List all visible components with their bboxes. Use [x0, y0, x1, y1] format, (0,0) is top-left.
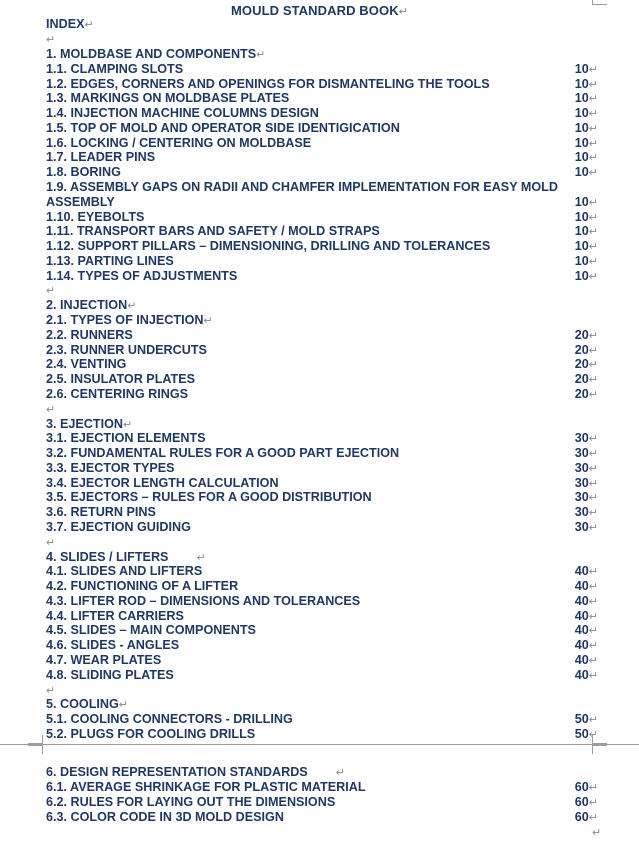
- toc-page-number: 30↵: [574, 519, 598, 534]
- toc-entry-title: 1.14. TYPES OF ADJUSTMENTS: [46, 268, 238, 283]
- toc-page-number: 40↵: [574, 652, 598, 667]
- toc-entry-title: 5.1. COOLING CONNECTORS - DRILLING: [46, 712, 293, 727]
- paragraph-mark: ↵: [588, 211, 598, 224]
- paragraph-mark: ↵: [588, 374, 598, 387]
- toc-page-number: 40↵: [574, 593, 598, 608]
- toc-entry-title: 1.12. SUPPORT PILLARS – DIMENSIONING, DRILLING AND TOLERANCES: [46, 239, 491, 254]
- toc-page-number: 10↵: [574, 106, 598, 121]
- paragraph-mark: ↵: [588, 610, 598, 623]
- paragraph-mark: ↵: [588, 448, 598, 461]
- toc-entry[interactable]: [46, 372, 598, 387]
- toc-section-heading[interactable]: [46, 47, 598, 62]
- paragraph-mark: ↵: [588, 93, 598, 106]
- paragraph-mark: ↵: [588, 654, 598, 667]
- toc-entry[interactable]: [46, 328, 598, 343]
- paragraph-mark: ↵: [588, 108, 598, 121]
- paragraph-mark: ↵: [122, 418, 133, 431]
- paragraph-mark: ↵: [588, 581, 598, 594]
- toc-entry-title: 6. DESIGN REPRESENTATION STANDARDS: [46, 765, 308, 779]
- toc-entry-title: 3.5. EJECTORS – RULES FOR A GOOD DISTRIBUTION: [46, 490, 372, 505]
- toc-page-number: 30↵: [574, 446, 598, 461]
- paragraph-mark: ↵: [256, 49, 266, 61]
- toc-entry-title: ASSEMBLY: [46, 194, 115, 209]
- toc-entry[interactable]: [46, 150, 598, 165]
- paragraph-mark: ↵: [588, 566, 598, 579]
- toc-page-number: 40↵: [574, 638, 598, 653]
- toc-entry[interactable]: [46, 810, 598, 825]
- paragraph-mark: ↵: [588, 669, 598, 682]
- toc-page-number: 20↵: [574, 357, 598, 372]
- paragraph-mark: ↵: [592, 827, 602, 839]
- toc-page-number: 60↵: [574, 810, 598, 824]
- toc-entry[interactable]: [46, 136, 598, 151]
- toc-page-number: 50↵: [574, 712, 598, 727]
- paragraph-mark: ↵: [588, 433, 598, 446]
- toc-page-number: 20↵: [574, 386, 598, 401]
- toc-entry[interactable]: [46, 62, 598, 77]
- toc-page-number: 60↵: [574, 780, 598, 794]
- paragraph-mark: ↵: [46, 536, 56, 549]
- paragraph-mark: ↵: [588, 122, 598, 135]
- paragraph-mark: ↵: [398, 6, 409, 18]
- toc-page-number: 50↵: [574, 726, 598, 741]
- toc-entry[interactable]: [46, 780, 598, 795]
- blank-line: [46, 402, 598, 417]
- toc-entry[interactable]: [46, 431, 598, 446]
- document-title-text: MOULD STANDARD BOOK: [230, 3, 399, 18]
- toc-entry-title: 2.5. INSULATOR PLATES: [46, 372, 196, 387]
- paragraph-mark: ↵: [46, 403, 56, 416]
- toc-entry-title: 1.9. ASSEMBLY GAPS ON RADII AND CHAMFER IMPLEMENTATION FOR EASY MOLD: [46, 180, 558, 195]
- toc-entry-title: 1.1. CLAMPING SLOTS: [46, 61, 184, 76]
- toc-entry-title: 2.4. VENTING: [46, 357, 127, 372]
- toc-entry[interactable]: [46, 520, 598, 535]
- toc-page-number: 10↵: [574, 194, 598, 209]
- toc-entry-title: 4.5. SLIDES – MAIN COMPONENTS: [46, 623, 256, 638]
- toc-entry-title: 5.2. PLUGS FOR COOLING DRILLS: [46, 726, 256, 741]
- toc-entry-title: 3.3. EJECTOR TYPES: [46, 460, 175, 475]
- margin-corner-mark: [592, 745, 607, 754]
- toc-entry[interactable]: [46, 106, 598, 121]
- toc-entry[interactable]: [46, 476, 598, 491]
- toc-page-number: 30↵: [574, 505, 598, 520]
- toc-entry[interactable]: [46, 77, 598, 92]
- toc-entry[interactable]: [46, 239, 598, 254]
- paragraph-mark: ↵: [588, 625, 598, 638]
- toc-entry-title: 1.10. EYEBOLTS: [46, 209, 145, 224]
- paragraph-mark: ↵: [588, 241, 598, 254]
- toc-entry[interactable]: [46, 254, 598, 269]
- toc-page-number: 30↵: [574, 431, 598, 446]
- toc-entry-title: 1.13. PARTING LINES: [46, 253, 174, 268]
- toc-section-heading[interactable]: [46, 417, 598, 432]
- toc-entry[interactable]: [46, 727, 598, 742]
- paragraph-mark: ↵: [588, 714, 598, 727]
- index-heading: [46, 17, 598, 32]
- blank-line: [46, 825, 602, 840]
- toc-entry[interactable]: [46, 343, 598, 358]
- margin-corner-mark: [28, 745, 43, 754]
- toc-page-number: 10↵: [574, 135, 598, 150]
- toc-section-heading[interactable]: [46, 298, 598, 313]
- toc-entry[interactable]: [46, 269, 598, 284]
- toc-entry[interactable]: [46, 313, 598, 328]
- toc-entry[interactable]: [46, 609, 598, 624]
- toc-entry-title: 3.4. EJECTOR LENGTH CALCULATION: [46, 475, 279, 490]
- page-break-line: [0, 744, 639, 745]
- toc-page-number: 10↵: [574, 224, 598, 239]
- toc-entry-title: 3. EJECTION: [46, 416, 123, 431]
- paragraph-mark: ↵: [588, 270, 598, 283]
- toc-entry-title: 4.8. SLIDING PLATES: [46, 667, 174, 682]
- toc-page-number: 10↵: [574, 150, 598, 165]
- toc-page-number: 40↵: [574, 667, 598, 682]
- toc-entry[interactable]: [46, 180, 598, 195]
- paragraph-mark: ↵: [588, 782, 598, 794]
- paragraph-mark: ↵: [46, 684, 56, 697]
- paragraph-mark: ↵: [588, 477, 598, 490]
- paragraph-mark: ↵: [588, 63, 598, 76]
- toc-entry[interactable]: [46, 712, 598, 727]
- toc-entry-title: 2.3. RUNNER UNDERCUTS: [46, 342, 207, 357]
- toc-entry-title: 4.7. WEAR PLATES: [46, 652, 162, 667]
- toc-entry-title: 2.2. RUNNERS: [46, 327, 133, 342]
- paragraph-mark: ↵: [588, 521, 598, 534]
- paragraph-mark: ↵: [588, 329, 598, 342]
- toc-page-number: 20↵: [574, 372, 598, 387]
- paragraph-mark: ↵: [588, 388, 598, 401]
- toc-entry[interactable]: [46, 357, 598, 372]
- paragraph-mark: ↵: [588, 812, 598, 824]
- toc-page-number: 40↵: [574, 579, 598, 594]
- toc-entry[interactable]: [46, 121, 598, 136]
- toc-entry[interactable]: [46, 579, 598, 594]
- blank-line: [46, 32, 598, 47]
- toc-entry-title: 2.1. TYPES OF INJECTION: [46, 313, 204, 328]
- toc-entry[interactable]: [46, 165, 598, 180]
- blank-line: [46, 535, 598, 550]
- toc-entry[interactable]: [46, 387, 598, 402]
- toc-entry-title: 1.11. TRANSPORT BARS AND SAFETY / MOLD STRAPS: [46, 224, 380, 239]
- paragraph-mark: ↵: [588, 344, 598, 357]
- toc-page-number: 10↵: [574, 76, 598, 91]
- toc-entry-title: 3.2. FUNDAMENTAL RULES FOR A GOOD PART EJECTION: [46, 446, 400, 461]
- toc-entry-title: 2. INJECTION: [46, 298, 128, 313]
- paragraph-mark: ↵: [127, 300, 137, 313]
- toc-entry[interactable]: [46, 564, 598, 579]
- paragraph-mark: ↵: [588, 137, 598, 150]
- toc-entry-title: 4. SLIDES / LIFTERS: [46, 549, 169, 564]
- toc-page-number: 10↵: [574, 209, 598, 224]
- toc-entry-title: 1.3. MARKINGS ON MOLDBASE PLATES: [46, 91, 290, 106]
- toc-section-heading[interactable]: [46, 697, 598, 712]
- toc-entry[interactable]: [46, 653, 598, 668]
- paragraph-mark: ↵: [84, 19, 94, 31]
- blank-line: [46, 683, 598, 698]
- toc-entry-title: 3.7. EJECTION GUIDING: [46, 519, 191, 534]
- toc-page-number: 10↵: [574, 268, 598, 283]
- paragraph-mark: ↵: [588, 167, 598, 180]
- toc-entry[interactable]: [46, 795, 598, 810]
- paragraph-mark: ↵: [588, 226, 598, 239]
- paragraph-mark: ↵: [588, 728, 598, 741]
- toc-entry-title: 6.2. RULES FOR LAYING OUT THE DIMENSIONS: [46, 795, 336, 809]
- toc-entry-title: 4.2. FUNCTIONING OF A LIFTER: [46, 579, 239, 594]
- toc-section-heading[interactable]: [46, 765, 598, 780]
- toc-entry[interactable]: [46, 505, 598, 520]
- toc-page-number: 10↵: [574, 165, 598, 180]
- toc-entry[interactable]: [46, 461, 598, 476]
- toc-page-number: 40↵: [574, 564, 598, 579]
- paragraph-mark: ↵: [196, 551, 206, 564]
- toc-entry-title: 1.2. EDGES, CORNERS AND OPENINGS FOR DISMANTELING THE TOOLS: [46, 76, 490, 91]
- toc-entry-title: 4.1. SLIDES AND LIFTERS: [46, 564, 203, 579]
- toc-page-number: 10↵: [574, 61, 598, 76]
- blank-line: [46, 283, 598, 298]
- toc-page-number: 20↵: [574, 342, 598, 357]
- margin-corner-mark: [592, 0, 607, 5]
- paragraph-mark: ↵: [588, 255, 598, 268]
- paragraph-mark: ↵: [588, 797, 598, 809]
- paragraph-mark: ↵: [588, 359, 598, 372]
- paragraph-mark: ↵: [335, 767, 345, 779]
- toc-entry-title: 4.3. LIFTER ROD – DIMENSIONS AND TOLERANCES: [46, 593, 361, 608]
- paragraph-mark: ↵: [588, 507, 598, 520]
- toc-entry-title: 1.7. LEADER PINS: [46, 150, 156, 165]
- toc-entry-title: 1. MOLDBASE AND COMPONENTS: [46, 47, 257, 61]
- toc-entry[interactable]: [46, 210, 598, 225]
- toc-entry[interactable]: [46, 224, 598, 239]
- margin-corner-mark: [592, 735, 607, 744]
- toc-page-number: 10↵: [574, 120, 598, 135]
- toc-entry-title: 5. COOLING: [46, 697, 119, 712]
- paragraph-mark: ↵: [588, 152, 598, 165]
- paragraph-mark: ↵: [588, 78, 598, 91]
- paragraph-mark: ↵: [588, 595, 598, 608]
- toc-entry-title: 1.8. BORING: [46, 165, 121, 180]
- document-title: [0, 3, 639, 18]
- paragraph-mark: ↵: [203, 315, 213, 328]
- toc-page-number: 30↵: [574, 475, 598, 490]
- toc-entry-title: 3.6. RETURN PINS: [46, 505, 156, 520]
- toc-entry-title: 1.6. LOCKING / CENTERING ON MOLDBASE: [46, 135, 312, 150]
- paragraph-mark: ↵: [588, 196, 598, 209]
- toc-entry[interactable]: [46, 91, 598, 106]
- toc-entry-title: 4.6. SLIDES - ANGLES: [46, 638, 180, 653]
- toc-section-heading[interactable]: [46, 550, 598, 565]
- toc-entry-title: 3.1. EJECTION ELEMENTS: [46, 431, 206, 446]
- toc-entry[interactable]: [46, 594, 598, 609]
- toc-page-number: 30↵: [574, 460, 598, 475]
- toc-entry-title: 4.4. LIFTER CARRIERS: [46, 608, 184, 623]
- toc-entry[interactable]: [46, 446, 598, 461]
- toc-entry[interactable]: [46, 490, 598, 505]
- toc-entry-title: 2.6. CENTERING RINGS: [46, 386, 189, 401]
- toc-entry[interactable]: [46, 623, 598, 638]
- toc-entry-title: 1.4. INJECTION MACHINE COLUMNS DESIGN: [46, 106, 319, 121]
- toc-entry-title: 6.3. COLOR CODE IN 3D MOLD DESIGN: [46, 810, 284, 824]
- toc-page-number: 30↵: [574, 490, 598, 505]
- paragraph-mark: ↵: [46, 34, 56, 46]
- toc-entry[interactable]: [46, 668, 598, 683]
- paragraph-mark: ↵: [118, 699, 128, 712]
- toc-entry-title: 6.1. AVERAGE SHRINKAGE FOR PLASTIC MATERIAL: [46, 780, 366, 794]
- toc-page-number: 60↵: [574, 795, 598, 809]
- toc-page-number: 10↵: [574, 239, 598, 254]
- paragraph-mark: ↵: [588, 640, 598, 653]
- margin-corner-mark: [28, 735, 43, 744]
- paragraph-mark: ↵: [588, 492, 598, 505]
- toc-page-number: 10↵: [574, 91, 598, 106]
- paragraph-mark: ↵: [46, 285, 56, 298]
- toc-page-number: 40↵: [574, 608, 598, 623]
- paragraph-mark: ↵: [588, 462, 598, 475]
- toc-entry[interactable]: [46, 638, 598, 653]
- toc-page-number: 10↵: [574, 253, 598, 268]
- toc-page-number: 20↵: [574, 327, 598, 342]
- toc-entry[interactable]: [46, 195, 598, 210]
- toc-entry-title: 1.5. TOP OF MOLD AND OPERATOR SIDE IDENTIGICATION: [46, 120, 400, 135]
- index-heading-text: INDEX: [46, 17, 85, 31]
- toc-page-number: 40↵: [574, 623, 598, 638]
